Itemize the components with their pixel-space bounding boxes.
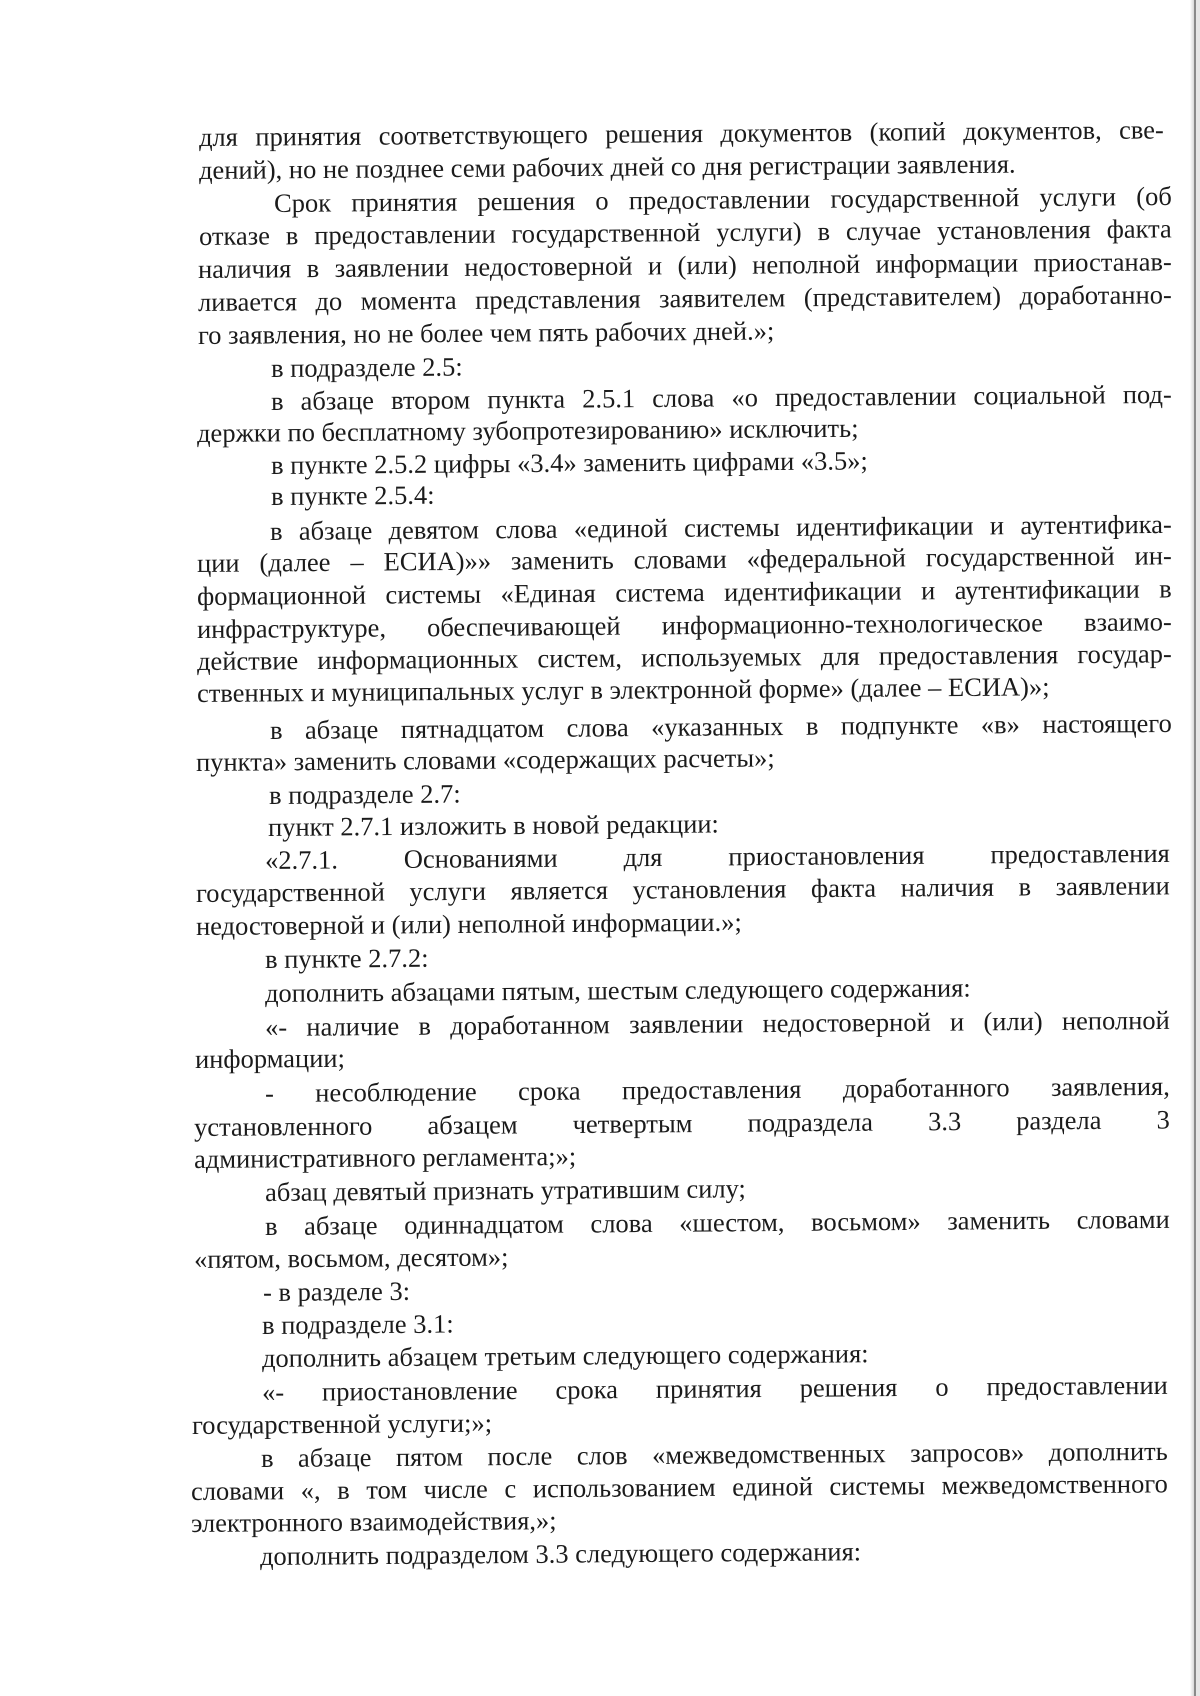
text-line: информации; bbox=[194, 1042, 346, 1074]
text-line: дополнить абзацами пятым, шестым следующего содержания: bbox=[264, 972, 971, 1008]
text-line: в абзаце втором пункта 2.5.1 слова «о предоставлении социальной под- bbox=[270, 378, 1172, 416]
text-line: «- приостановление срока принятия решения о предоставлении bbox=[261, 1369, 1168, 1407]
text-line: ции (далее – ЕСИА)»» заменить словами «федеральной государственной ин- bbox=[196, 540, 1172, 578]
text-line: в подразделе 3.1: bbox=[261, 1308, 454, 1340]
text-line: в подразделе 2.5: bbox=[270, 351, 463, 383]
text-line: ливается до момента представления заявителем (представителем) доработанно- bbox=[197, 279, 1172, 317]
text-line: в пункте 2.7.2: bbox=[264, 942, 429, 974]
text-line: для принятия соответствующего решения документов (копий документов, све- bbox=[198, 114, 1164, 152]
text-line: в абзаце пятнадцатом слова «указанных в подпункте «в» настоящего bbox=[269, 707, 1172, 745]
text-line: в подразделе 2.7: bbox=[268, 778, 461, 810]
text-line: наличия в заявлении недостоверной и (или) неполной информации приостанав- bbox=[197, 246, 1172, 284]
text-line: го заявления, но не более чем пять рабочих дней.»; bbox=[197, 315, 775, 350]
text-line: ственных и муниципальных услуг в электронной форме» (далее – ЕСИА)»; bbox=[196, 671, 1050, 708]
text-line: государственной услуги является установления факта наличия в заявлении bbox=[195, 870, 1170, 908]
text-line: абзац девятый признать утратившим силу; bbox=[264, 1173, 746, 1207]
text-line: пункт 2.7.1 изложить в новой редакции: bbox=[267, 808, 719, 842]
text-line: электронного взаимодействия,»; bbox=[190, 1505, 557, 1538]
text-line: пункта» заменить словами «содержащих расчеты»; bbox=[195, 742, 775, 777]
text-line: Срок принятия решения о предоставлении государственной услуги (об bbox=[273, 180, 1172, 218]
text-line: дополнить абзацем третьим следующего содержания: bbox=[261, 1338, 869, 1373]
text-line: установленного абзацем четвертым подраздела 3.3 раздела 3 bbox=[193, 1104, 1170, 1142]
text-line: в абзаце одиннадцатом слова «шестом, восьмом» заменить словами bbox=[264, 1203, 1170, 1241]
text-line: словами «, в том числе с использованием единой системы межведомственного bbox=[190, 1468, 1168, 1506]
text-line: недостоверной и (или) неполной информации.»; bbox=[195, 906, 742, 941]
text-line: дополнить подразделом 3.3 следующего содержания: bbox=[259, 1536, 862, 1571]
text-line: отказе в предоставлении государственной услуги) в случае установления факта bbox=[198, 213, 1172, 251]
text-line: формационной системы «Единая система идентификации и аутентификации в bbox=[196, 573, 1172, 611]
text-line: «пятом, восьмом, десятом»; bbox=[193, 1241, 509, 1274]
text-line: действие информационных систем, используемых для предоставления государ- bbox=[196, 638, 1172, 676]
text-line: дений), но не позднее семи рабочих дней со дня регистрации заявления. bbox=[198, 148, 1016, 185]
text-line: «2.7.1. Основаниями для приостановления предоставления bbox=[264, 837, 1170, 875]
text-line: государственной услуги;»; bbox=[191, 1407, 493, 1440]
text-line: «- наличие в доработанном заявлении недостоверной и (или) неполной bbox=[264, 1004, 1170, 1042]
text-line: административного регламента;»; bbox=[193, 1140, 577, 1174]
text-line: в абзаце девятом слова «единой системы идентификации и аутентифика- bbox=[269, 508, 1172, 546]
text-line: - несоблюдение срока предоставления доработанного заявления, bbox=[264, 1070, 1170, 1108]
text-line: - в разделе 3: bbox=[262, 1275, 411, 1307]
text-line: в пункте 2.5.4: bbox=[270, 479, 435, 511]
text-line: в пункте 2.5.2 цифры «3.4» заменить цифрами «3.5»; bbox=[270, 445, 868, 480]
text-line: держки по бесплатному зубопротезированию» исключить; bbox=[196, 412, 859, 448]
text-line: в абзаце пятом после слов «межведомственных запросов» дополнить bbox=[260, 1435, 1168, 1473]
text-line: инфраструктуре, обеспечивающей информационно-технологическое взаимо- bbox=[196, 606, 1172, 644]
